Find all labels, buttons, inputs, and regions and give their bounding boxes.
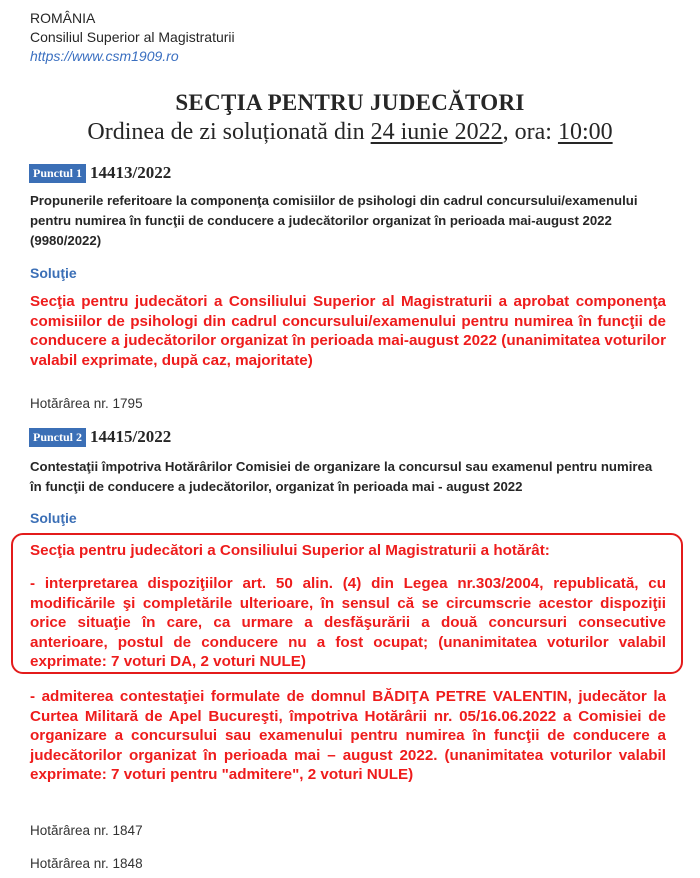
- page-subtitle: [0, 119, 700, 146]
- header-country: ROMÂNIA: [30, 10, 96, 26]
- subtitle-time: 10:00: [557, 119, 613, 145]
- item-1-number: 14413/2022: [90, 163, 172, 182]
- item-1-description: Propunerile referitoare la componenţa comisiilor de psihologi din cadrul concursului/examenului pentru numirea în funcţii de conducere a judecătorilor organizat în perioada mai-august 2022 (9980/2022): [30, 193, 638, 248]
- item-1-solution-text: Secţia pentru judecători a Consiliului Superior al Magistraturii a aprobat componenţa comisiilor de psihologi din cadrul concursului/examenului pentru numirea în funcţii de conducere a judecătorilor organizat în perioada mai-august 2022 (unanimitatea voturilor valabil exprimate, după caz, majoritate): [30, 293, 666, 369]
- header-website-link[interactable]: https://www.csm1909.ro: [30, 48, 179, 64]
- item-2-number: 14415/2022: [90, 427, 172, 446]
- subtitle-middle: , ora:: [502, 119, 552, 145]
- subtitle-prefix: Ordinea de zi soluționată din: [87, 119, 365, 145]
- item-2-heading: [29, 426, 171, 448]
- subtitle-date: 24 iunie 2022: [370, 119, 503, 145]
- page-title: SECŢIA PENTRU JUDECĂTORI: [175, 90, 525, 115]
- item-1-decision: Hotărârea nr. 1795: [30, 396, 143, 411]
- item-2-solution-point-1: - interpretarea dispoziţiilor art. 50 alin. (4) din Legea nr.303/2004, republicată, cu modificările şi completările ulterioare, în sensul că se circumscrie acestor dispoziţii orice situaţie în care, ca urmare a desfăşurării a două concursuri consecutive anterioare, postul de conducere nu a fost ocupat; (unanimitatea voturilor valabil exprimate: 7 voturi DA, 2 voturi NULE): [30, 575, 666, 671]
- item-1-solution-label: Soluţie: [30, 265, 77, 281]
- item-2-description: Contestaţii împotriva Hotărârilor Comisiei de organizare la concursul sau examenul pentru numirea în funcţii de conducere a judecătorilor, organizat în perioada mai - august 2022: [30, 459, 653, 494]
- item-2-decision-2: Hotărârea nr. 1848: [30, 856, 143, 871]
- item-2-decision-1: Hotărârea nr. 1847: [30, 823, 143, 838]
- item-2-solution-intro: Secţia pentru judecători a Consiliului Superior al Magistraturii a hotărât:: [30, 542, 550, 559]
- item-2-solution-label: Soluţie: [30, 510, 77, 526]
- item-1-heading: [29, 162, 171, 184]
- header-institution: Consiliul Superior al Magistraturii: [30, 29, 235, 45]
- item-2-tag: Punctul 2: [29, 428, 86, 447]
- item-2-solution-point-2: - admiterea contestaţiei formulate de domnul BĂDIŢA PETRE VALENTIN, judecător la Curtea Militară de Apel Bucureşti, împotriva Hotărârii nr. 05/16.06.2022 a Comisiei de organizare a concursului sau examenului pentru numirea în funcţii de conducere a judecătorilor organizat în perioada mai – august 2022. (unanimitatea voturilor valabil exprimate: 7 voturi pentru "admitere", 2 voturi NULE): [30, 688, 666, 784]
- item-1-tag: Punctul 1: [29, 164, 86, 183]
